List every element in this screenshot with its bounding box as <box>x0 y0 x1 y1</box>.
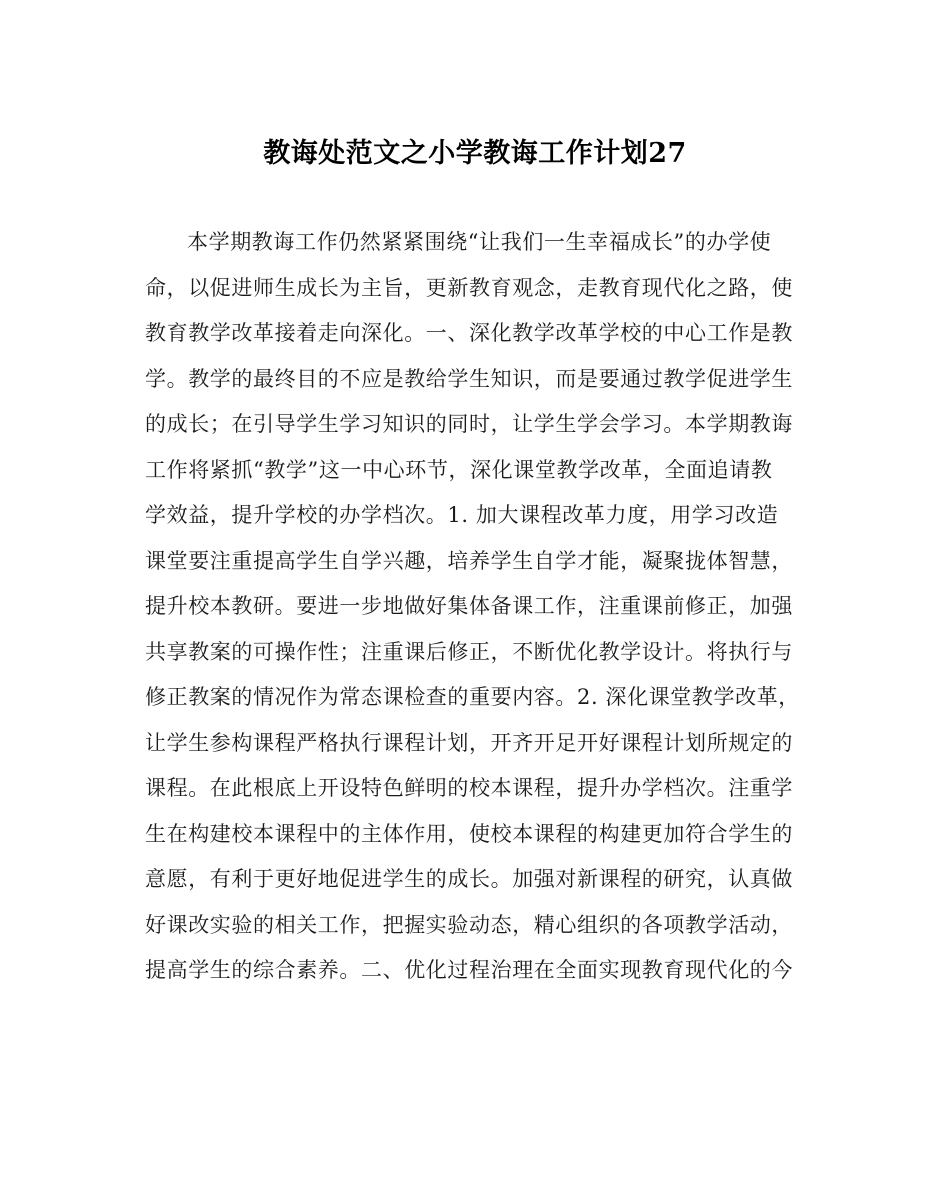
body-line: 工作将紧抓“教学”这一中心环节，深化课堂教学改革，全面追请教 <box>145 457 773 482</box>
body-line: 意愿，有利于更好地促进学生的成长。加强对新课程的研究，认真做 <box>145 867 793 891</box>
body-line: 修正教案的情况作为常态课检查的重要内容。2. 深化课堂教学改革， <box>145 685 800 709</box>
body-line: 的成长；在引导学生学习知识的同时，让学生学会学习。本学期教诲 <box>145 412 793 436</box>
document-body <box>145 220 805 994</box>
body-line: 让学生参构课程严格执行课程计划，开齐开足开好课程计划所规定的 <box>145 730 793 755</box>
body-line: 学。教学的最终目的不应是教给学生知识，而是要通过教学促进学生 <box>145 366 793 391</box>
document-title: 教诲处范文之小学教诲工作计划27 <box>263 138 687 169</box>
body-line: 本学期教诲工作仍然紧紧围绕“让我们一生幸福成长”的办学使 <box>187 230 772 254</box>
body-line: 学效益，提升学校的办学档次。1. 加大课程改革力度，用学习改造 <box>145 503 779 527</box>
body-line: 课程。在此根底上开设特色鲜明的校本课程，提升办学档次。注重学 <box>145 776 793 800</box>
body-line: 提升校本教研。要进一步地做好集体备课工作，注重课前修正，加强 <box>145 594 793 618</box>
body-line: 共享教案的可操作性；注重课后修正，不断优化教学设计。将执行与 <box>145 639 793 664</box>
body-line: 生在构建校本课程中的主体作用，使校本课程的构建更加符合学生的 <box>145 821 793 846</box>
body-line: 好课改实验的相关工作，把握实验动态，精心组织的各项教学活动， <box>145 912 793 937</box>
body-line: 提高学生的综合素养。二、优化过程治理在全面实现教育现代化的今 <box>145 958 793 982</box>
body-line: 命，以促进师生成长为主旨，更新教育观念，走教育现代化之路，使 <box>145 275 793 300</box>
body-line: 课堂要注重提高学生自学兴趣，培养学生自学才能，凝聚拢体智慧， <box>145 548 793 573</box>
body-line: 教育教学改革接着走向深化。一、深化教学改革学校的中心工作是教 <box>145 321 793 345</box>
